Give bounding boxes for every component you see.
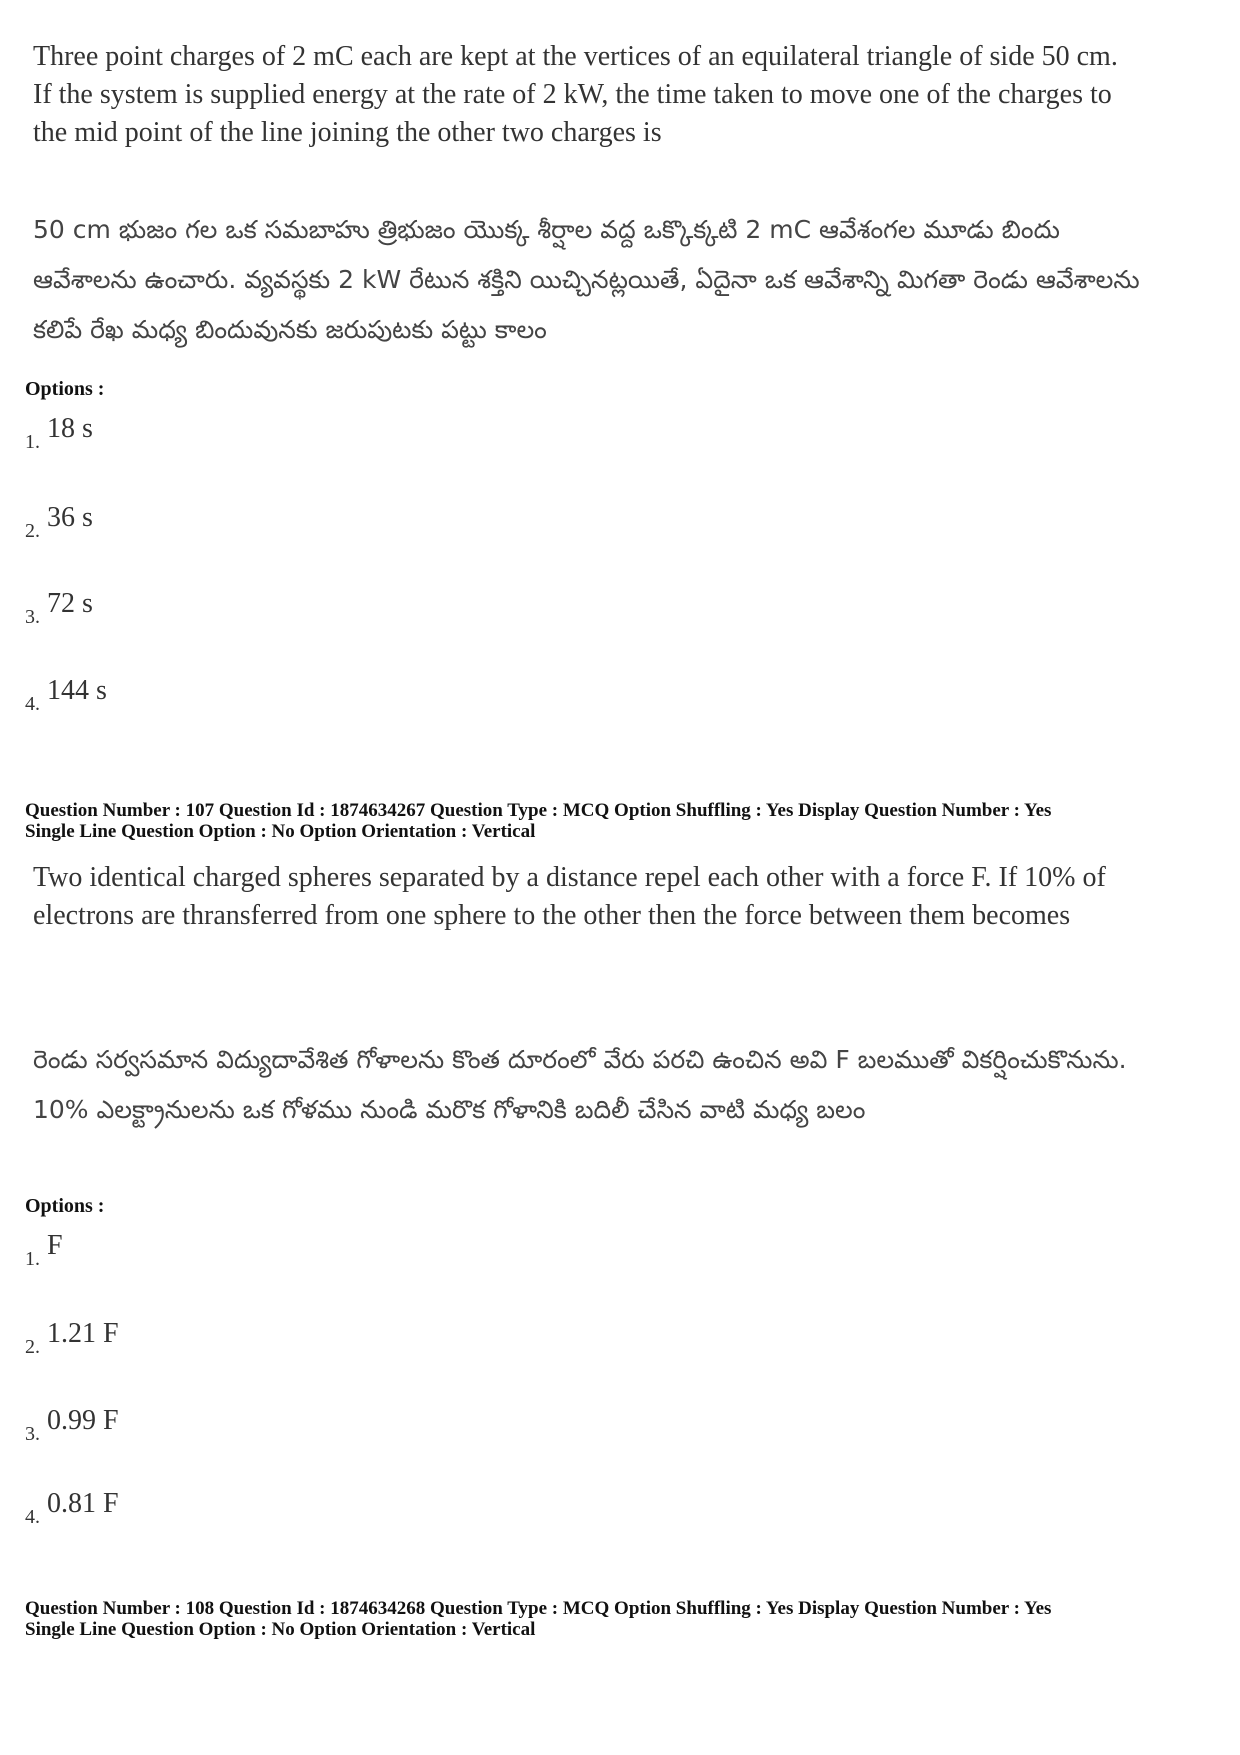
option-number: 2.	[25, 520, 40, 542]
option-item[interactable]	[25, 588, 93, 629]
question-meta-line: Single Line Question Option : No Option Orientation : Vertical	[25, 821, 536, 842]
question-meta-line: Single Line Question Option : No Option Orientation : Vertical	[25, 1619, 536, 1640]
options-label: Options :	[25, 378, 105, 400]
option-number: 4.	[25, 693, 40, 715]
question-107-meta	[25, 800, 1225, 842]
option-item[interactable]	[25, 1488, 119, 1529]
option-item[interactable]	[25, 502, 93, 543]
question-106-english-text: Three point charges of 2 mC each are kept at the vertices of an equilateral triangle of side 50 cm. If the system is supplied energy at the rate of 2 kW, the time taken to move one of the charges to the mid point of the line joining the other two charges is	[33, 41, 1118, 148]
option-value: 144 s	[47, 675, 107, 706]
option-item[interactable]	[25, 675, 107, 716]
option-value: 0.99 F	[47, 1405, 119, 1436]
option-item[interactable]	[25, 1405, 119, 1446]
option-value: 72 s	[47, 588, 93, 619]
option-item[interactable]	[25, 1230, 63, 1271]
option-value: 18 s	[47, 413, 93, 444]
option-number: 4.	[25, 1506, 40, 1528]
option-value: F	[47, 1230, 63, 1261]
option-number: 1.	[25, 431, 40, 453]
option-value: 0.81 F	[47, 1488, 119, 1519]
question-107-english-text: Two identical charged spheres separated by a distance repel each other with a force F. If 10% of electrons are thransferred from one sphere to the other then the force between them becomes	[33, 862, 1106, 931]
option-number: 3.	[25, 1423, 40, 1445]
option-value: 36 s	[47, 502, 93, 533]
options-label: Options :	[25, 1195, 105, 1217]
question-meta-line: Question Number : 108 Question Id : 1874634268 Question Type : MCQ Option Shuffling : Yes Display Question Number : Yes	[25, 1598, 1052, 1619]
option-number: 3.	[25, 606, 40, 628]
option-item[interactable]	[25, 1318, 119, 1359]
option-number: 1.	[25, 1248, 40, 1270]
question-108-meta	[25, 1598, 1225, 1640]
question-106-telugu-text: 50 cm భుజం గల ఒక సమబాహు త్రిభుజం యొక్క శీర్షాల వద్ద ఒక్కొక్కటి 2 mC ఆవేశంగల మూడు బిందు ఆవేశాలను ఉంచారు. వ్యవస్థకు 2 kW రేటున శక్తిని యిచ్చినట్లయితే, ఏదైనా ఒక ఆవేశాన్ని మిగతా రెండు ఆవేశాలను కలిపే రేఖ మధ్య బిందువునకు జరుపుటకు పట్టు కాలం	[33, 215, 1140, 344]
option-number: 2.	[25, 1336, 40, 1358]
question-meta-line: Question Number : 107 Question Id : 1874634267 Question Type : MCQ Option Shuffling : Yes Display Question Number : Yes	[25, 800, 1052, 821]
option-item[interactable]	[25, 413, 93, 454]
option-value: 1.21 F	[47, 1318, 119, 1349]
question-107-telugu-text: రెండు సర్వసమాన విద్యుదావేశిత గోళాలను కొంత దూరంలో వేరు పరచి ఉంచిన అవి F బలముతో వికర్షించుకొనును. 10% ఎలక్ట్రానులను ఒక గోళము నుండి మరొక గోళానికి బదిలీ చేసిన వాటి మధ్య బలం	[33, 1045, 1127, 1124]
